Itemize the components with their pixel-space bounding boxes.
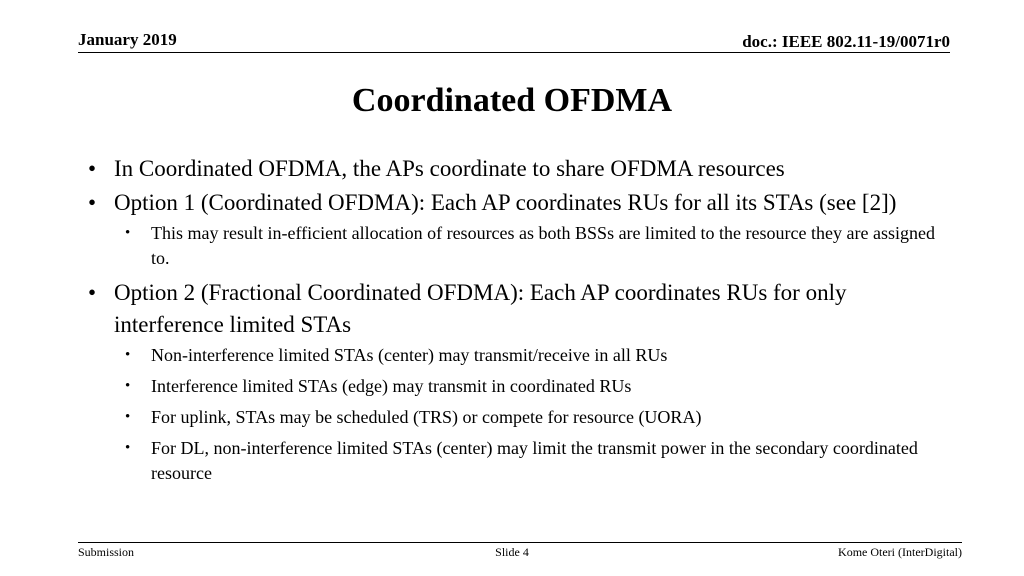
bullet-3-sub-2: • Interference limited STAs (edge) may transmit in coordinated RUs bbox=[125, 374, 948, 399]
bullet-3: • Option 2 (Fractional Coordinated OFDMA): Each AP coordinates RUs for only interference limited STAs bbox=[88, 277, 948, 341]
footer-author: Kome Oteri (InterDigital) bbox=[838, 545, 962, 559]
bullet-3-sub-4: • For DL, non-interference limited STAs (center) may limit the transmit power in the secondary coordinated resource bbox=[125, 436, 948, 486]
bullet-1: • In Coordinated OFDMA, the APs coordinate to share OFDMA resources bbox=[88, 153, 948, 185]
header-divider bbox=[78, 52, 950, 53]
slide-title: Coordinated OFDMA bbox=[351, 82, 673, 119]
bullet-3-sub-1: • Non-interference limited STAs (center) may transmit/receive in all RUs bbox=[125, 343, 948, 368]
footer-divider bbox=[78, 542, 962, 543]
bullet-2-sub-1: • This may result in-efficient allocation of resources as both BSSs are limited to the resource they are assigned to. bbox=[125, 221, 948, 271]
footer-submission: Submission bbox=[78, 545, 135, 559]
slide-content bbox=[88, 153, 948, 492]
footer-slide-number: Slide 4 bbox=[495, 545, 529, 559]
header-date: January 2019 bbox=[78, 30, 177, 49]
bullet-3-sub-3: • For uplink, STAs may be scheduled (TRS) or compete for resource (UORA) bbox=[125, 405, 948, 430]
header-doc-id: doc.: IEEE 802.11-19/0071r0 bbox=[742, 32, 950, 51]
bullet-2: • Option 1 (Coordinated OFDMA): Each AP coordinates RUs for all its STAs (see [2]) bbox=[88, 187, 948, 219]
